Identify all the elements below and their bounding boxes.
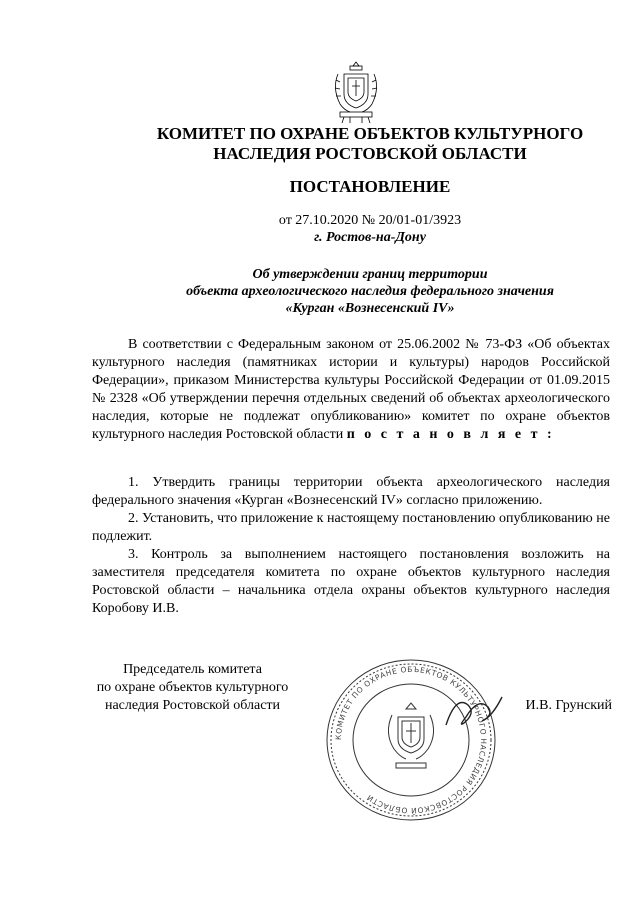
rostov-oblast-coat-of-arms-icon [330,60,382,126]
signatory-title-line-1: Председатель комитета [123,662,262,677]
decree-item-2: 2. Установить, что приложение к настоящему постановлению опубликованию не подлежит. [92,511,610,544]
document-type: ПОСТАНОВЛЕНИЕ [289,177,451,196]
decree-word: п о с т а н о в л я е т : [346,427,555,442]
decree-item-3: 3. Контроль за выполнением настоящего постановления возложить на заместителя председателя комитета по охране объектов культурного наследия Ростовской области – начальника отдела охраны объектов культурного наследия Коробову И.В. [92,547,610,616]
organization-line-1: КОМИТЕТ ПО ОХРАНЕ ОБЪЕКТОВ КУЛЬТУРНОГО [156,124,584,143]
seal-text: КОМИТЕТ ПО ОХРАНЕ ОБЪЕКТОВ КУЛЬТУРНОГО НАСЛЕДИЯ РОСТОВСКОЙ ОБЛАСТИ [333,664,489,816]
document-subject [110,266,630,317]
signatory-title [80,661,305,715]
subject-line-1: Об утверждении границ территории [252,267,488,282]
organization-line-2: НАСЛЕДИЯ РОСТОВСКОЙ ОБЛАСТИ [213,144,527,163]
signatory-name: И.В. Грунский [525,698,612,713]
preamble-text: В соответствии с Федеральным законом от 25.06.2002 № 73-ФЗ «Об объектах культурного наследия (памятниках истории и культуры) народов Российской Федерации», приказом Министерства культуры Российской Федерации от 01.09.2015 № 2328 «Об утверждении перечня отдельных сведений об объектах археологического наследия, которые не подлежат опубликованию» комитет по охране объектов культурного наследия Ростовской области [92,337,610,442]
signatory-title-line-3: наследия Ростовской области [104,698,281,713]
subject-line-2: объекта археологического наследия федерального значения [186,284,554,299]
preamble-paragraph [92,336,610,444]
document-city: г. Ростов-на-Дону [314,230,426,245]
decree-item-1: 1. Утвердить границы территории объекта археологического наследия федерального значения «Курган «Вознесенский IV» согласно приложению. [92,475,610,508]
document-date-number: от 27.10.2020 № 20/01-01/3923 [278,213,462,228]
decree-items [92,474,610,618]
organization-name [110,124,630,164]
signatory-title-line-2: по охране объектов культурного [96,680,289,695]
subject-line-3: «Курган «Вознесенский IV» [285,301,455,316]
